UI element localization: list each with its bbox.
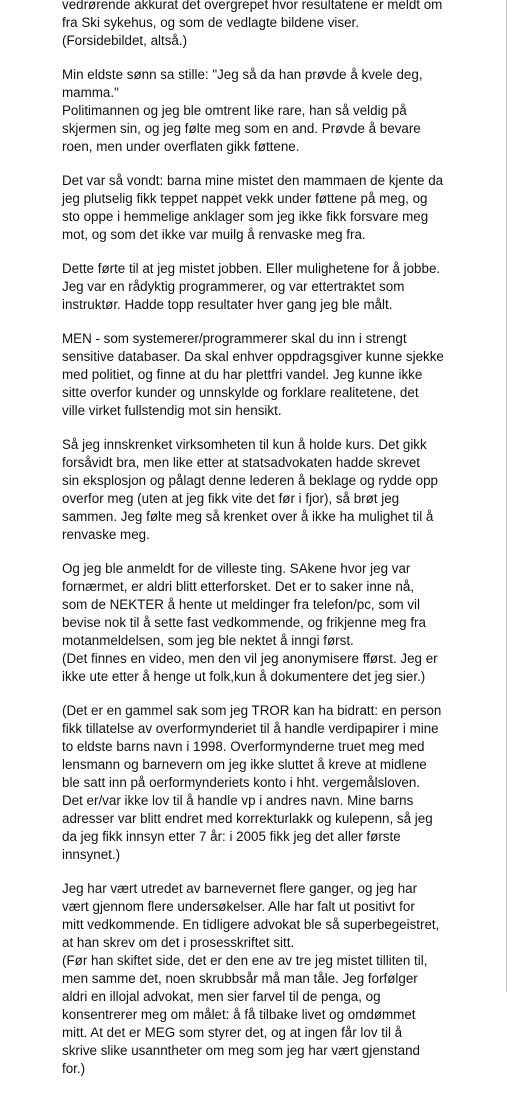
text-line: med politiet, og finne at du har plettfri vandel. Jeg kunne ikke: [62, 367, 423, 382]
text-line: skjermen sin, og jeg følte meg som en and. Prøvde å bevare: [62, 121, 421, 136]
text-line: renvaske meg.: [62, 527, 150, 542]
text-line: mitt vedkommende. En tidligere advokat ble så superbegeistret,: [62, 917, 440, 932]
text-line: Jeg var en rådyktig programmerer, og var ettertraktet som: [62, 279, 405, 294]
text-line: instruktør. Hadde topp resultater hver gang jeg ble målt.: [62, 297, 393, 312]
text-line: lensmann og barnevern om jeg ikke sluttet å kreve at midlene: [62, 757, 427, 772]
paragraph: [62, 436, 498, 544]
text-line: innsynet.): [62, 847, 121, 862]
text-line: men samme det, noen skrubbsår må man tåle. Jeg forfølger: [62, 971, 418, 986]
text-line: vedrørende akkurat det overgrepet hvor resultatene er meldt om: [62, 0, 443, 12]
paragraph: [62, 172, 498, 244]
paragraph: [62, 560, 498, 686]
document-body: [62, 0, 498, 1094]
text-line: vært gjennom flere undersøkelser. Alle har falt ut positivt for: [62, 899, 415, 914]
text-line: fikk tillatelse av overformynderiet til å handle verdipapirer i mine: [62, 721, 439, 736]
text-line: ville virket fullstendig mot sin hensikt.: [62, 403, 282, 418]
text-line: aldri en illojal advokat, men sier farvel til de penga, og: [62, 989, 381, 1004]
text-line: ikke ute etter å henge ut folk,kun å dokumentere det jeg sier.): [62, 669, 426, 684]
text-line: Min eldste sønn sa stille: "Jeg så da han prøvde å kvele deg,: [62, 67, 423, 82]
text-line: at han skrev om det i prosesskriftet sitt.: [62, 935, 295, 950]
text-line: for.): [62, 1061, 86, 1076]
paragraph: [62, 330, 498, 420]
text-line: mitt. At det er MEG som styrer det, og at ingen får lov til å: [62, 1025, 403, 1040]
paragraph: [62, 260, 498, 314]
text-line: fra Ski sykehus, og som de vedlagte bildene viser.: [62, 15, 359, 30]
text-line: Jeg har vært utredet av barnevernet flere ganger, og jeg har: [62, 881, 418, 896]
text-line: sensitive databaser. Da skal enhver oppdragsgiver kunne sjekke: [62, 349, 444, 364]
text-line: (Det er en gammel sak som jeg TROR kan ha bidratt: en person: [62, 703, 442, 718]
text-line: (Forsidebildet, altså.): [62, 33, 188, 48]
text-line: forsåvidt bra, men like etter at statsadvokaten hadde skrevet: [62, 455, 421, 470]
paragraph: [62, 66, 498, 156]
text-line: Politimannen og jeg ble omtrent like rare, han så veldig på: [62, 103, 407, 118]
text-line: MEN - som systemerer/programmerer skal du inn i strengt: [62, 331, 407, 346]
paragraph: [62, 0, 498, 50]
text-line: Dette førte til at jeg mistet jobben. Eller mulighetene for å jobbe.: [62, 261, 441, 276]
text-line: to eldste barns navn i 1998. Overformynderne truet meg med: [62, 739, 425, 754]
text-line: roen, men under overflaten gikk føttene.: [62, 139, 300, 154]
text-line: da jeg fikk innsyn etter 7 år: i 2005 fikk jeg det aller første: [62, 829, 401, 844]
text-line: sammen. Jeg følte meg så krenket over å ikke ha mulighet til å: [62, 509, 434, 524]
text-line: sitte overfor kunder og unnskylde og forklare realitetene, det: [62, 385, 419, 400]
paragraph: [62, 702, 498, 864]
text-line: bevise nok til å sette fast vedkommende, og frikjenne meg fra: [62, 615, 426, 630]
text-line: mot, og som det ikke var muilg å renvaske meg fra.: [62, 227, 366, 242]
text-line: motanmeldelsen, som jeg ble nektet å inngi først.: [62, 633, 354, 648]
text-line: jeg plutselig fikk teppet nappet vekk under føttene på meg, og: [62, 191, 428, 206]
text-line: konsentrerer meg om målet: å få tilbake livet og omdømmet: [62, 1007, 416, 1022]
text-line: skrive slike usanntheter om meg som jeg har vært gjenstand: [62, 1043, 420, 1058]
text-line: som de NEKTER å hente ut meldinger fra telefon/pc, som vil: [62, 597, 420, 612]
text-line: fornærmet, er aldri blitt etterforsket. Det er to saker inne nå,: [62, 579, 415, 594]
text-line: Det var så vondt: barna mine mistet den mammaen de kjente da: [62, 173, 444, 188]
text-line: overfor meg (uten at jeg fikk vite det før i fjor), så brøt jeg: [62, 491, 400, 506]
text-line: Så jeg innskrenket virksomheten til kun å holde kurs. Det gikk: [62, 437, 427, 452]
text-line: mamma.": [62, 85, 119, 100]
text-line: sto oppe i hemmelige anklager som jeg ikke fikk forsvare meg: [62, 209, 429, 224]
text-line: Det er/var ikke lov til å handle vp i andres navn. Mine barns: [62, 793, 414, 808]
text-line: sin eksplosjon og pålagt denne lederen å beklage og rydde opp: [62, 473, 438, 488]
text-line: adresser var blitt endret med korrekturlakk og kulepenn, så jeg: [62, 811, 433, 826]
text-line: (Det finnes en video, men den vil jeg anonymisere fførst. Jeg er: [62, 651, 438, 666]
text-line: (Før han skiftet side, det er den ene av tre jeg mistet tilliten til,: [62, 953, 428, 968]
paragraph: [62, 880, 498, 1078]
text-line: ble satt inn på oerformynderiets konto i hht. vergemålsloven.: [62, 775, 421, 790]
text-line: Og jeg ble anmeldt for de villeste ting. SAkene hvor jeg var: [62, 561, 411, 576]
